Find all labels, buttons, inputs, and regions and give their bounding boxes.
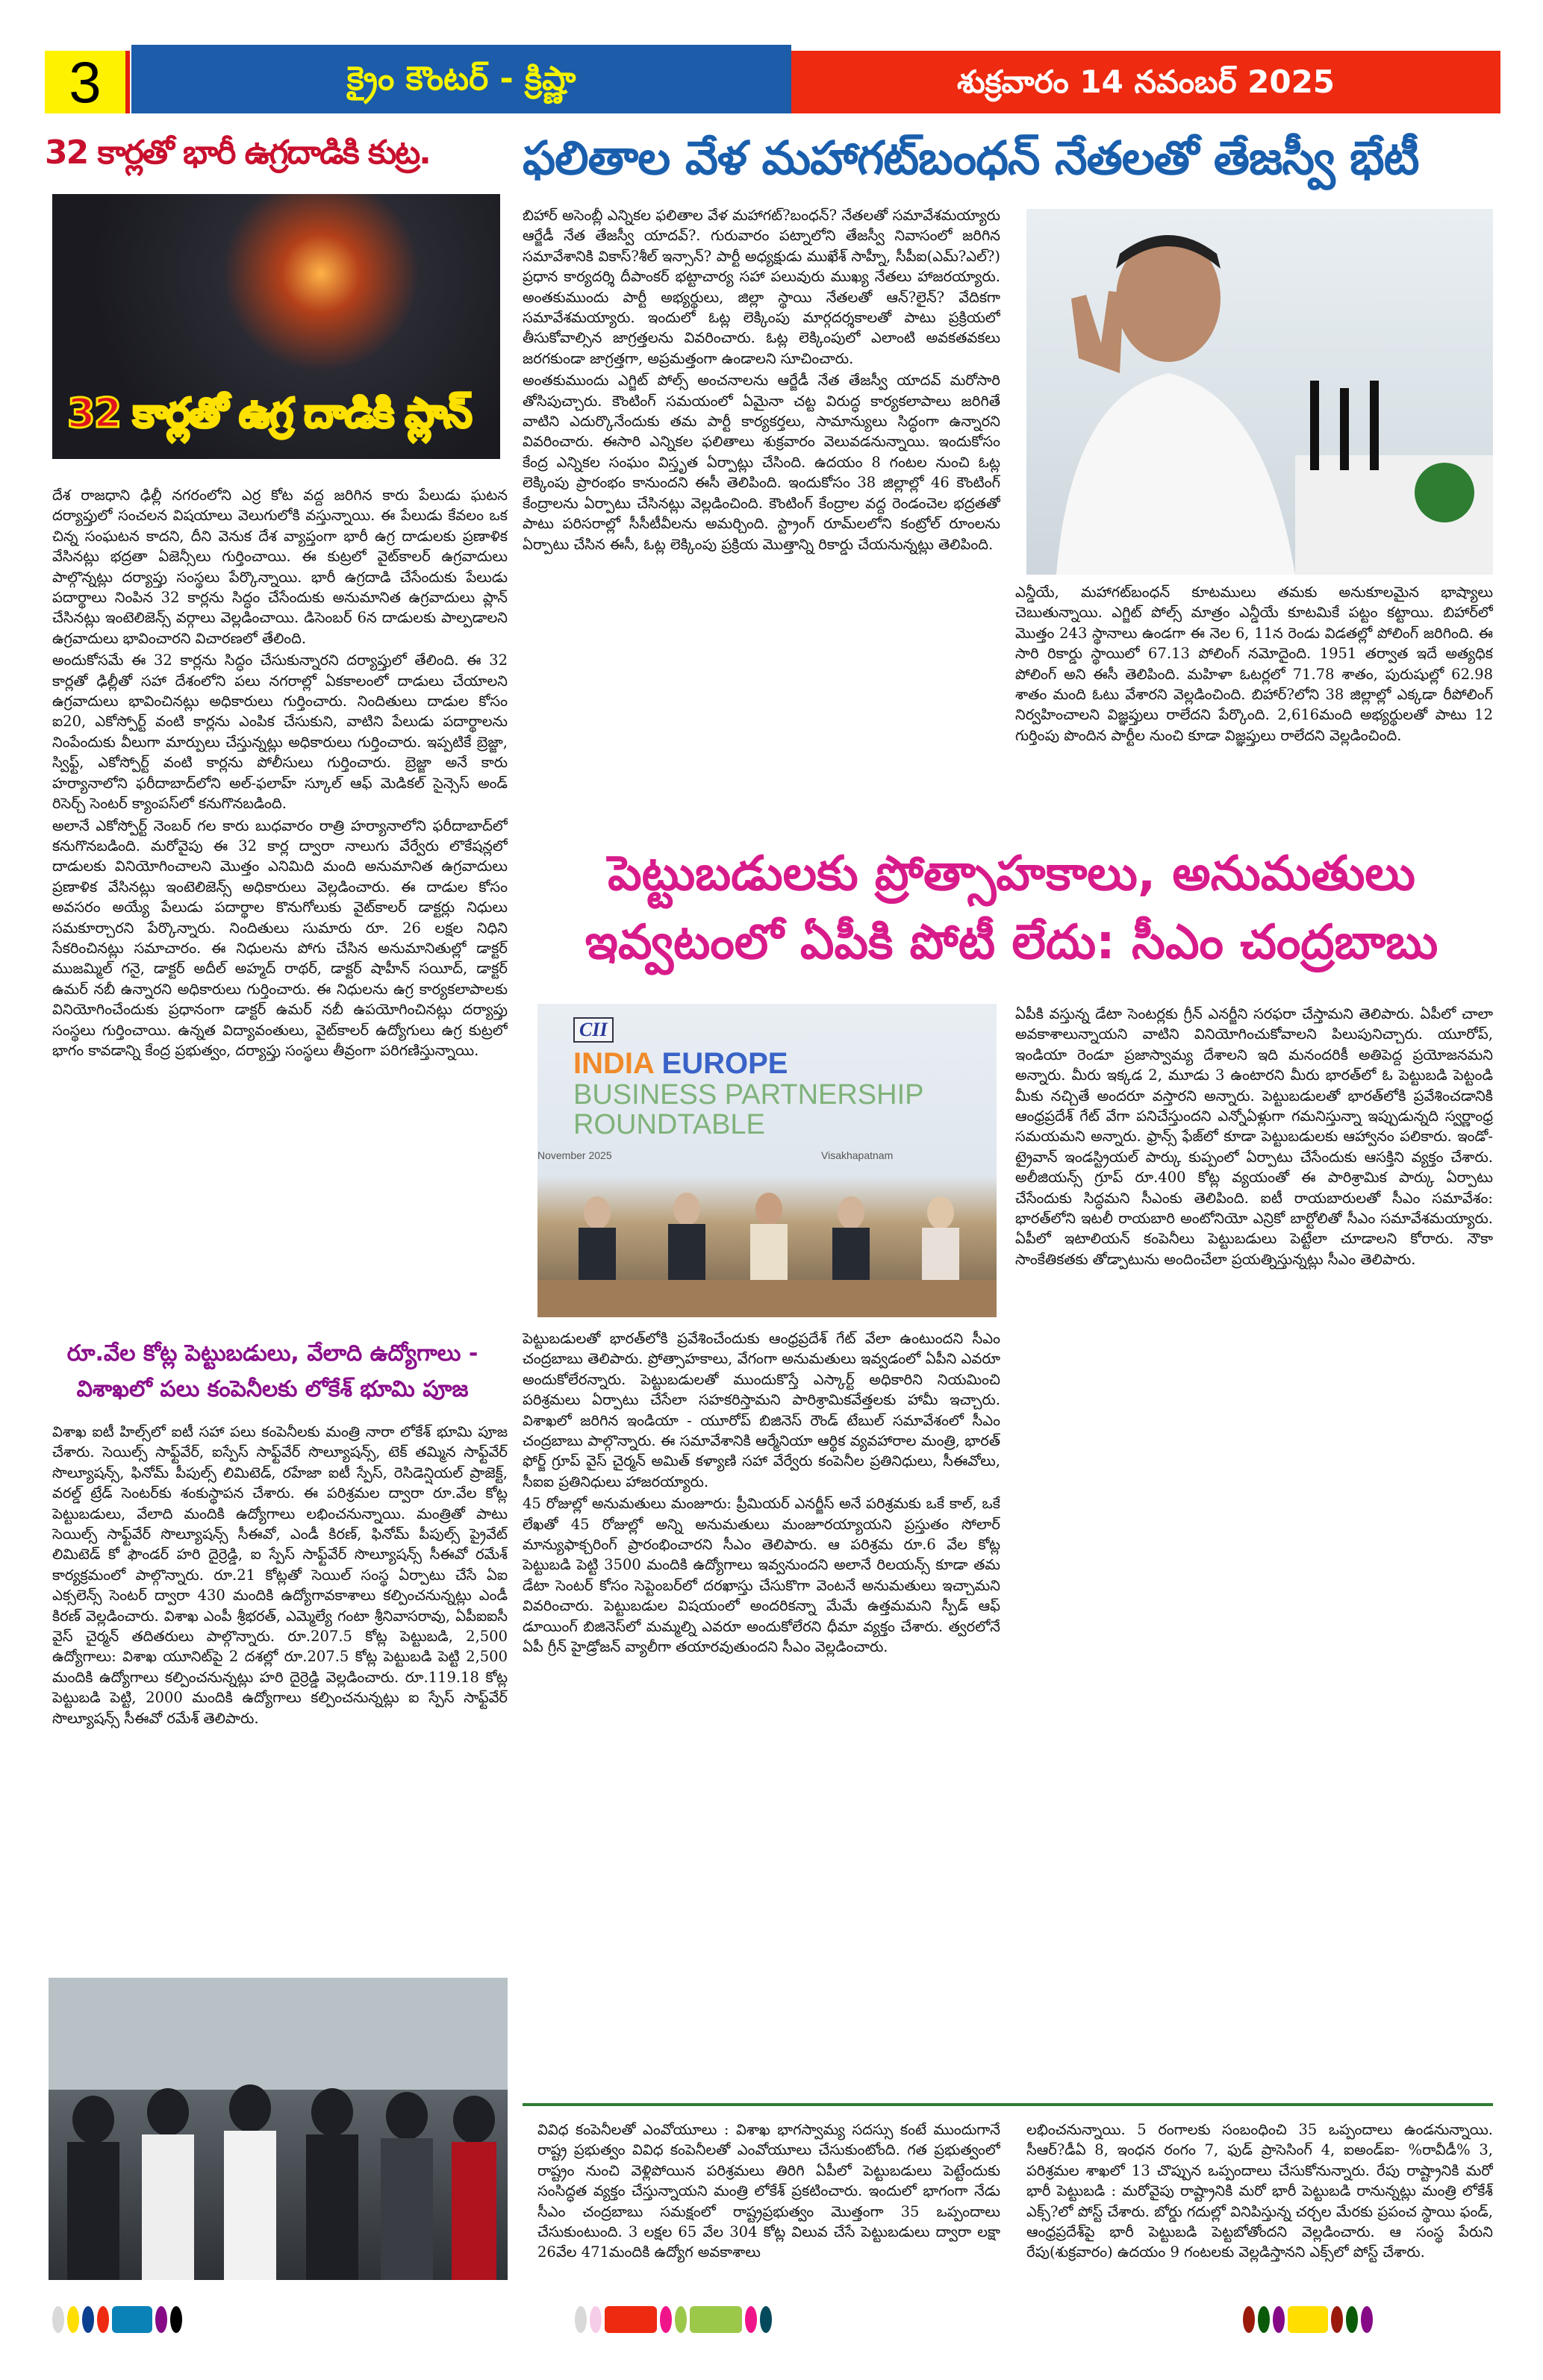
page-number: 3 [45, 51, 130, 113]
color-swatch [1331, 2306, 1343, 2333]
paragraph: దేశ రాజధాని ఢిల్లీ నగరంలోని ఎర్ర కోట వద్ద జరిగిన కారు పేలుడు ఘటన దర్యాప్తులో సంచలన విషయాలు వెలుగులోకి వస్తున్నాయి. ఈ పేలుడు కేవలం ఒక చిన్న సంఘటన కాదని, దీని వెనుక దేశ వ్యాప్తంగా భారీ ఉగ్ర దాడులకు ప్రణాళిక వేసినట్లు భద్రతా ఏజెన్సీలు గుర్తించాయి. ఈ కుట్రలో వైట్‌కాలర్ ఉగ్రవాదులు పాల్గొన్నట్లు దర్యాప్తు సంస్థలు పేర్కొన్నాయి. భారీ ఉగ్రదాడి చేసేందుకు పేలుడు పదార్థాలు నింపిన 32 కార్లను సిద్ధం చేసేందుకు అనుమానిత ఉగ్రవాదులు ప్లాన్ చేసినట్లు ఇంటెలిజెన్స్ వర్గాలు వెల్లడించాయి. డిసెంబర్ 6న దాడులకు పాల్పడాలని ఉగ్రవాదులు భావించారని విచారణలో తేలింది. [52, 487, 508, 647]
paragraph: బిహార్ అసెంబ్లీ ఎన్నికల ఫలితాల వేళ మహాగట్?బంధన్? నేతలతో సమావేశమయ్యారు ఆర్జేడీ నేత తేజస్వీ యాదవ్?. గురువారం పట్నాలోని తేజస్వీ నివాసంలో జరిగిన సమావేశానికి వికాస్?శీల్ ఇన్సాన్? పార్టీ అధ్యక్షుడు ముఖేశ్ సాహ్నీ, సీపీఐ(ఎమ్?ఎల్?) ప్రధాన కార్యదర్శి దీపాంకర్ భట్టాచార్య సహా పలువురు ముఖ్య నేతలు హాజరయ్యారు. అంతకుముందు పార్టీ అభ్యర్థులు, జిల్లా స్థాయి నేతలతో ఆన్?లైన్? వేదికగా సమావేశమయ్యారు. ఇందులో ఓట్ల లెక్కింపు మార్గదర్శకాలతో పాటు ప్రక్రియలో తీసుకోవాల్సిన జాగ్రత్తలను వివరించారు. ఓట్ల లెక్కింపులో ఎలాంటి అవకతవకలు జరగకుండా జాగ్రత్తగా, అప్రమత్తంగా ఉండాలని సూచించారు. [523, 207, 1000, 367]
color-swatch [660, 2306, 672, 2333]
color-swatch [97, 2306, 109, 2333]
paragraph: ఏపీకి వస్తున్న డేటా సెంటర్లకు గ్రీన్ ఎనర్జీని సరఫరా చేస్తామని తెలిపారు. ఏపీలో చాలా అవకాశాలున్నాయని వాటిని వినియోగించుకోవాలని పిలుపునిచ్చారు. యూరోప్, ఇండియా రెండూ ప్రజాస్వామ్య దేశాలని ఇది మనందరికీ అతిపెద్ద ప్రయోజనమని అన్నారు. మీరు ఇక్కడ 2, మూడు 3 ఉంటారని మీరు భారత్‌లో ఓ పెట్టుబడి పెట్టండి మీకు నచ్చితే అందరూ వస్తారని అన్నారు. పెట్టుబడులతో భారత్‌లోకి ప్రవేశించడానికి ఆంధ్రప్రదేశ్ గేట్ వేగా పనిచేస్తుందని ఎన్నోఏళ్లుగా గమనిస్తున్నా ఇప్పుడున్నది స్వర్ణాంధ్ర సమయమని అన్నారు. ఫ్రాన్స్‌ ఫేజ్‌లో కూడా పెట్టుబడులకు ఆహ్వానం పలికారు. ఇండో-ట్రైవాన్ ఇండస్ట్రియల్ పార్కు కుప్పంలో ఏర్పాటు చేసేందుకు ఆసక్తిని వ్యక్తం చేశారు. అలీజియన్స్ గ్రూప్ రూ.400 కోట్ల వ్యయంతో ఈ పారిశ్రామిక పార్కు ఏర్పాటు చేసేందుకు సిద్ధమని సీఎంకు తెలిపింది. ఐటీ రాయబారులతో సీఎం సమావేశం: భారత్‌లోని ఇటలీ రాయబారి అంటోనియో ఎన్రికో బార్టోలితో సీఎం సమావేశమయ్యారు. ఏపీలో ఇటాలియన్ కంపెనీలు పెట్టుబడులు పెట్టేలా చూడాలని కోరారు. నౌకా సాంకేతికతకు తోడ్పాటును అందించేలా ప్రయత్నిస్తున్నట్లు సీఎం తెలిపారు. [1015, 1005, 1493, 1268]
cbn-article-body [523, 1328, 1000, 2090]
color-swatch [1243, 2306, 1255, 2333]
paragraph: 45 రోజుల్లో అనుమతులు మంజూరు: ప్రీమియర్ ఎనర్జీస్ అనే పరిశ్రమకు ఒకే కాల్, ఒకే లేఖతో 45 రోజుల్లో అన్ని అనుమతులు మంజూరయ్యాయని ప్రస్తుతం సోలార్ మాన్యుఫాక్చరింగ్ ప్రారంభించారని సీఎం తెలిపారు. ఆ పరిశ్రమ రూ.6 వేల కోట్ల పెట్టుబడి పెట్టి 3500 మందికి ఉద్యోగాలు ఇవ్వనుందని అలానే రిలయన్స్ కూడా తమ డేటా సెంటర్ కోసం సెప్టెంబర్‌లో దరఖాస్తు చేసుకొగా వెంటనే అనుమతులు ఇచ్చామని వివరించారు. పెట్టుబడుల విషయంలో అందరికన్నా మేమే ఉత్తమమని స్పీడ్ ఆఫ్ డూయింగ్ బిజినెస్‌లో మమ్మల్ని ఎవరూ అందుకోలేరని ధీమా వ్యక్తం చేశారు. త్వరలోనే ఏపీ గ్రీన్ హైడ్రోజన్ వ్యాలీగా తయారవుతుందని సీఎం వెల్లడించారు. [523, 1495, 1000, 1656]
paragraph: ఎన్డీయే, మహాగట్‌బంధన్ కూటములు తమకు అనుకూలమైన భాష్యాలు చెబుతున్నాయి. ఎగ్జిట్ పోల్స్ మాత్రం ఎన్డీయే కూటమికే పట్టం కట్టాయి. బిహార్‌లో మొత్తం 243 స్థానాలు ఉండగా ఈ నెల 6, 11న రెండు విడతల్లో పోలింగ్ జరిగింది. ఈ సారి రికార్డు స్థాయిలో 67.13 పోలింగ్ నమోదైంది. 1951 తర్వాత ఇదే అత్యధిక పోలింగ్ అని ఈసీ తెలిపింది. మహిళా ఓటర్లలో 71.78 శాతం, పురుషుల్లో 62.98 శాతం మంది ఓటు వేశారని వెల్లడించింది. బిహార్?లోని 38 జిల్లాల్లో ఎక్కడా రీపోలింగ్ నిర్వహించాలని విజ్ఞప్తులు రాలేదని పేర్కొంది. 2,616మంది అభ్యర్థులతో పాటు 12 గుర్తింపు పొందిన పార్టీల నుంచి కూడా విజ్ఞప్తులు రాలేదని వెల్లడించింది. [1015, 584, 1493, 744]
blast-headline: 32 కార్లతో భారీ ఉగ్రదాడికి కుట్ర. [45, 134, 430, 172]
paragraph: అందుకోసమే ఈ 32 కార్లను సిద్ధం చేసుకున్నారని దర్యాప్తులో తేలింది. ఈ 32 కార్లతో ఢిల్లీతో సహా దేశంలోని పలు నగరాల్లో ఏకకాలంలో దాడులు చేయాలని ఉగ్రవాదులు భావించినట్లు అధికారులు గుర్తించారు. నిందితులు దాడుల కోసం ఐ20, ఎకోస్పోర్ట్ వంటి కార్లను ఎంపిక చేసుకుని, వాటిని పేలుడు పదార్థాలను నింపేందుకు వీలుగా మార్పులు చేస్తున్నట్లు అధికారులు గుర్తించారు. ఇప్పటికే బ్రెజ్జా, స్విఫ్ట్, ఎకోస్పోర్ట్ వంటి కార్లను పోలీసులు గుర్తించారు. బ్రెజ్జా అనే కారు హర్యానాలోని ఫరీదాబాద్‌లోని అల్-ఫలాహ్ స్కూల్ ఆఫ్ మెడికల్ సైన్సెస్ అండ్ రిసెర్చ్ సెంటర్ క్యాంపస్‌లో కనుగొనబడింది. [52, 652, 508, 813]
color-swatch [82, 2306, 94, 2333]
paragraph: అలానే ఎకోస్పోర్ట్ నెంబర్ గల కారు బుధవారం రాత్రి హర్యానాలోని ఫరీదాబాద్‌లో కనుగొనబడింది. మరోవైపు ఈ 32 కార్ల ద్వారా నాలుగు వేర్వేరు లొకేషన్లలో దాడులకు వినియోగించాలని మొత్తం ఎనిమిది మంది అనుమానిత ఉగ్రవాదులు ప్రణాళిక వేసినట్లు ఇంటెలిజెన్స్ అధికారులు వెల్లడించారు. ఈ దాడుల కోసం అవసరం అయ్యే పేలుడు పదార్థాల కొనుగోలుకు వైట్‌కాలర్ డాక్టర్లు నిధులు సమకూర్చారని పేర్కొన్నారు. నిందితులు సుమారు రూ. 26 లక్షల నిధిని సేకరించినట్లు సమాచారం. ఈ నిధులను పోగు చేసిన అనుమానితుల్లో డాక్టర్ ముజమ్మిల్ గనై, డాక్టర్ అదీల్ అహ్మద్ రాథర్, డాక్టర్ షాహీన్ సయీద్, డాక్టర్ ఉమర్ నబీ ఉన్నారని అధికారులు గుర్తించారు. ఈ నిధులను ఉగ్ర కార్యకలాపాలకు వినియోగించేందుకు ప్రధానంగా డాక్టర్ ఉమర్ నబీ ఉపయోగించినట్లు దర్యాప్తు సంస్థలు గుర్తించాయి. ఉన్నత విద్యావంతులు, వైట్‌కాలర్ ఉద్యోగులు ఉగ్ర కుట్రలో భాగం కావడాన్ని కేంద్ర ప్రభుత్వం, దర్యాప్తు సంస్థలు తీవ్రంగా పరిగణిస్తున్నాయి. [52, 816, 508, 1059]
tejashwi-article-body [523, 205, 1000, 813]
blast-photo-caption: 32 కార్లతో ఉగ్ర దాడికి ప్లాన్ [67, 390, 471, 437]
lokesh-article-body [52, 1422, 508, 1967]
color-swatch [1258, 2306, 1270, 2333]
banner-city: Visakhapatnam [821, 1149, 894, 1161]
color-registration-bar-left [52, 2306, 182, 2333]
color-registration-bar-right [1243, 2306, 1373, 2333]
banner-title-2: BUSINESS PARTNERSHIP [573, 1079, 924, 1111]
color-swatch [745, 2306, 757, 2333]
color-swatch [1288, 2306, 1328, 2333]
color-swatch [1361, 2306, 1373, 2333]
speaker-illustration [1026, 209, 1493, 575]
paragraph: పెట్టుబడులతో భారత్‌లోకి ప్రవేశించేందుకు ఆంధ్రప్రదేశ్ గేట్ వేలా ఉంటుందని సీఎం చంద్రబాబు తెలిపారు. ప్రోత్సాహకాలు, వేగంగా అనుమతులు ఇవ్వడంలో ఏపీని ఎవరూ అందుకోలేరన్నారు. పెట్టుబడులతో ముందుకొస్తే ఎస్కార్ట్ అధికారిని నియమించి పరిశ్రమలు ఏర్పాటు చేసేలా సహకరిస్తామని పారిశ్రామికవేత్తలకు హామీ ఇచ్చారు. విశాఖలో జరిగిన ఇండియా - యూరోప్ బిజినెస్ రౌండ్ టేబుల్ సమావేశంలో సీఎం చంద్రబాబు పాల్గొన్నారు. ఈ సమావేశానికి ఆర్మేనియా ఆర్థిక వ్యవహారాల మంత్రి, భారత్ ఫోర్జ్ గ్రూప్ వైస్ చైర్మన్ అమిత్ కళ్యాణి సహా వేర్వేరు కంపెనీల ప్రతినిధులు, సీఈవోలు, సీఐఐ ప్రతినిధులు హాజరయ్యారు. [523, 1330, 1000, 1490]
blast-photo [52, 194, 500, 459]
color-swatch [690, 2306, 742, 2333]
tejashwi-article-continued [1015, 582, 1493, 813]
color-swatch [155, 2306, 167, 2333]
blast-article-body [52, 485, 508, 1306]
banner-title-3: ROUNDTABLE [573, 1109, 765, 1140]
color-swatch [760, 2306, 772, 2333]
color-swatch [67, 2306, 79, 2333]
paragraph: విశాఖ ఐటీ హిల్స్‌లో ఐటీ సహా పలు కంపెనీలకు మంత్రి నారా లోకేశ్ భూమి పూజ చేశారు. సెయిల్స్ సాఫ్ట్‌వేర్, ఐస్పేస్ సాఫ్ట్‌వేర్ సొల్యూషన్స్, టెక్ తమ్మిన సాఫ్ట్‌వేర్ సొల్యూషన్స్, ఫినోమ్ పీపుల్స్ లిమిటెడ్, రహేజా ఐటీ స్పేస్, రెసిడెన్షియల్ ప్రాజెక్ట్, వరల్డ్ ట్రేడ్ సెంటర్‌కు శంకుస్థాపన చేశారు. ఈ పరిశ్రమల ద్వారా రూ.వేల కోట్ల పెట్టుబడులు, వేలాది మందికి ఉద్యోగాలు లభించనున్నాయి. మంత్రితో పాటు సెయిల్స్ సాఫ్ట్‌వేర్ సొల్యూషన్స్ సీఈవో, ఎండీ కిరణ్, ఫినోమ్ పీపుల్స్ ప్రైవేట్ లిమిటెడ్ కో ఫౌండర్ హరి దైర్రెడ్డి, ఐ స్పేస్ సాఫ్ట్‌వేర్ సొల్యూషన్స్ సీఈవో రమేశ్ కార్యక్రమంలో పాల్గొన్నారు. రూ.21 కోట్లతో సెయిల్ సంస్థ ఏర్పాటు చేసే ఏఐ ఎక్సలెన్స్ సెంటర్ ద్వారా 430 మందికి ఉద్యోగావకాశాలు కల్పించనున్నట్లు ఎండీ కిరణ్ వెల్లడించారు. విశాఖ ఎంపీ శ్రీభరత్, ఎమ్మెల్యే గంటా శ్రీనివాసరావు, ఏపీఐఐసీ వైస్ చైర్మన్ తదితరులు పాల్గొన్నారు. రూ.207.5 కోట్ల పెట్టుబడి, 2,500 ఉద్యోగాలు: విశాఖ యూనిట్‌పై 2 దశల్లో రూ.207.5 కోట్ల పెట్టుబడి పెట్టి 2,500 మందికి ఉద్యోగాలు కల్పించనున్నట్లు హరి దైర్రెడ్డి వెల్లడించారు. రూ.119.18 కోట్ల పెట్టుబడి పెట్టి, 2000 మందికి ఉద్యోగాలు కల్పించనున్నట్లు ఐ స్పేస్ సాఫ్ట్‌వేర్ సొల్యూషన్స్ సీఈవో రమేశ్ తెలిపారు. [52, 1423, 508, 1727]
tejashwi-photo [1026, 209, 1493, 575]
banner-india: INDIA [573, 1047, 654, 1080]
color-swatch [675, 2306, 687, 2333]
color-swatch [112, 2306, 152, 2333]
color-swatch [1346, 2306, 1358, 2333]
banner-date: November 2025 [537, 1149, 612, 1161]
color-registration-bar-middle [575, 2306, 772, 2333]
cbn-headline [523, 840, 1500, 977]
section-title: క్రైం కౌంటర్ - క్రిష్ణా [131, 45, 791, 113]
banner-europe: EUROPE [661, 1047, 788, 1080]
cbn-headline-line-1: పెట్టుబడులకు ప్రోత్సాహకాలు, అనుమతులు [608, 846, 1415, 902]
cbn-headline-line-2: ఇవ్వటంలో ఏపీకి పోటీ లేదు: సీఎం చంద్రబాబు [585, 915, 1438, 970]
mou-box-right: లభించనున్నాయి. 5 రంగాలకు సంబంధించి 35 ఒప్పందాలు ఉండనున్నాయి. సీఆర్?డీఏ 8, ఇంధన రంగం 7, ఫుడ్ ప్రాసెసింగ్ 4, ఐఅండ్ఐ- %రావీడీ% 3, పరిశ్రమల శాఖలో 13 చొప్పున ఒప్పందాలు చేసుకోనున్నారు. రేపు రాష్ట్రానికి మరో భారీ పెట్టుబడి : మరోవైపు రాష్ట్రానికి మరో భారీ పెట్టుబడి రానున్నట్లు మంత్రి లోకేశ్ ఎక్స్?లో పోస్ట్ చేశారు. బోర్డు గదుల్లో వినిపిస్తున్న చర్చల మేరకు ప్రపంచ స్థాయి ఫండ్, ఆంధ్రప్రదేశ్‌పై భారీ పెట్టుబడి పెట్టబోతోందని వెల్లడించారు. ఆ సంస్థ పేరుని రేపు(శుక్రవారం) ఉదయం 9 గంటలకు వెల్లడిస్తానని ఎక్స్‌లో పోస్ట్ చేశారు. [1026, 2121, 1493, 2261]
color-swatch [52, 2306, 64, 2333]
color-swatch [1273, 2306, 1285, 2333]
color-swatch [605, 2306, 657, 2333]
cbn-article-continued [1015, 1004, 1493, 2086]
cii-roundtable-photo [537, 1004, 997, 1317]
panelists-illustration [537, 1168, 997, 1317]
paragraph: అంతకుముందు ఎగ్జిట్ పోల్స్ అంచనాలను ఆర్జేడీ నేత తేజస్వీ యాదవ్ మరోసారి తోసిపుచ్చారు. కౌంటింగ్ సమయంలో ఏమైనా చట్ట విరుద్ధ కార్యకలాపాలు జరిగితే వాటిని ఎదుర్కొనేందుకు తమ పార్టీ కార్యకర్తలు, సామాన్యులు సిద్ధంగా ఉన్నారని వివరించారు. ఈసారి ఎన్నికల ఫలితాలు శుక్రవారం వెలువడనున్నాయి. ఇందుకోసం కేంద్ర ఎన్నికల సంఘం విస్తృత ఏర్పాట్లు చేసింది. ఉదయం 8 గంటల నుంచి ఓట్ల లెక్కింపు ప్రారంభం కానుందని ఈసీ తెలిపింది. ఇందుకోసం 38 జిల్లాల్లో 46 కౌంటింగ్ కేంద్రాలను ఏర్పాటు చేసినట్లు వెల్లడించింది. కౌంటింగ్ కేంద్రాల వద్ద రెండంచెల భద్రతతో పాటు పరిసరాల్లో సీసీటీవీలను అమర్చింది. స్ట్రాంగ్ రూమ్‌లలోని కంట్రోల్ రూంలను ఏర్పాటు చేసిన ఈసీ, ఓట్ల లెక్కింపు ప్రక్రియ మొత్తాన్ని రికార్డు చేయనున్నట్లు తెలిపింది. [523, 372, 1000, 553]
lokesh-bhoomi-puja-photo [49, 1978, 508, 2280]
cii-logo: CII [573, 1017, 614, 1043]
mou-box-left: వివిధ కంపెనీలతో ఎంవోయూలు : విశాఖ భాగస్వామ్య సదస్సు కంటే ముందుగానే రాష్ట్ర ప్రభుత్వం వివిధ కంపెనీలతో ఎంవోయూలు చేసుకుంటోంది. గత ప్రభుత్వంలో రాష్ట్రం నుంచి వెళ్లిపోయిన పరిశ్రమలు తిరిగి ఏపీలో పెట్టుబడులు పెట్టేందుకు సంసిద్ధత వ్యక్తం చేస్తున్నాయని మంత్రి లోకేశ్ ప్రకటించారు. ఇందులో భాగంగా నేడు సీఎం చంద్రబాబు సమక్షంలో రాష్ట్రప్రభుత్వం మొత్తంగా 35 ఒప్పందాలు చేసుకుంటుంది. 3 లక్షల 65 వేల 304 కోట్ల విలువ చేసే పెట్టుబడులు ద్వారా లక్షా 26వేల 471మందికి ఉద్యోగ అవకాశాలు [537, 2121, 1000, 2261]
color-swatch [170, 2306, 182, 2333]
tejashwi-headline: ఫలితాల వేళ మహాగట్‌బంధన్ నేతలతో తేజస్వీ భేటీ [523, 131, 1419, 185]
banner-title-1 [573, 1047, 788, 1080]
section-divider [523, 2103, 1493, 2106]
issue-date: శుక్రవారం 14 నవంబర్ 2025 [791, 51, 1500, 113]
crowd-illustration [49, 1978, 508, 2280]
color-swatch [590, 2306, 602, 2333]
lokesh-headline: రూ.వేల కోట్ల పెట్టుబడులు, వేలాది ఉద్యోగాలు - విశాఖలో పలు కంపెనీలకు లోకేశ్ భూమి పూజ [66, 1340, 479, 1402]
color-swatch [575, 2306, 587, 2333]
